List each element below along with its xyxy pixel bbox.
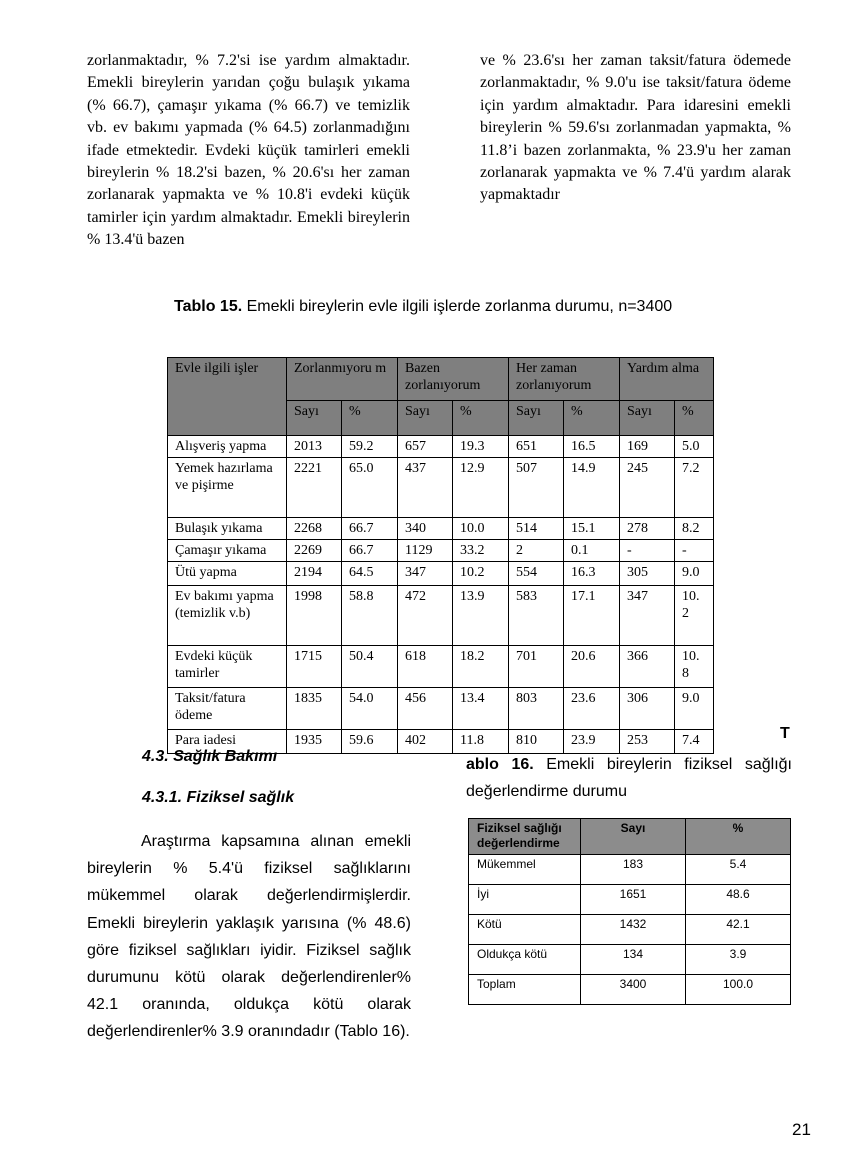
table15-cell: 437 <box>398 458 453 518</box>
table15-cell: 2268 <box>287 518 342 540</box>
table15-cell: 59.2 <box>342 436 398 458</box>
table15-cell: - <box>620 540 675 562</box>
table15-subheader: % <box>453 401 509 436</box>
table15 <box>167 357 714 754</box>
table15-row-label: Ütü yapma <box>168 562 287 586</box>
table15-cell: 554 <box>509 562 564 586</box>
table15-cell: 657 <box>398 436 453 458</box>
table15-row <box>168 540 714 562</box>
table16-header: Fiziksel sağlığı değerlendirme <box>469 819 581 855</box>
table16-cell: 100.0 <box>686 975 791 1005</box>
table15-subheader: Sayı <box>398 401 453 436</box>
table16-row-label: Kötü <box>469 915 581 945</box>
table16-cell: 1651 <box>581 885 686 915</box>
table15-cell: 514 <box>509 518 564 540</box>
table15-row-label: Çamaşır yıkama <box>168 540 287 562</box>
table15-subheader: % <box>564 401 620 436</box>
table16-row <box>469 855 791 885</box>
table15-cell: 1835 <box>287 688 342 730</box>
table16-caption-label: ablo 16. <box>466 756 534 773</box>
table15-cell: - <box>675 540 714 562</box>
table15-cell: 19.3 <box>453 436 509 458</box>
table16-row-label: Toplam <box>469 975 581 1005</box>
table15-cell: 58.8 <box>342 586 398 646</box>
health-paragraph-text: Araştırma kapsamına alınan emekli bireylerin % 5.4'ü fiziksel sağlıklarını mükemmel olarak değerlendirmişlerdir. Emekli bireylerin yaklaşık yarısına (% 48.6) göre fiziksel sağlıkları iyidir. Fiziksel sağlık durumunu kötü olarak değerlendirenler% 42.1 oranında, oldukça kötü olarak değerlendirenler% 3.9 oranındadır (Tablo 16). <box>87 833 411 1041</box>
table16-row <box>469 975 791 1005</box>
table15-cell: 651 <box>509 436 564 458</box>
table15-header-row <box>168 358 714 401</box>
table15-caption <box>174 298 672 316</box>
left-column-paragraph: zorlanmaktadır, % 7.2'si ise yardım almaktadır. Emekli bireylerin yarıdan çoğu bulaşık yıkama (% 66.7), çamaşır yıkama (% 66.7) ve temizlik vb. ev bakımı yapmada (% 64.5) zorlanmadığını ifade etmektedir. Evdeki küçük tamirleri emekli bireylerin % 18.2'si bazen, % 20.6'sı her zaman zorlanarak yapmakta ve % 10.8'i evdeki küçük tamirler için yardım almaktadır. Emekli bireylerin % 13.4'ü bazen <box>87 52 410 249</box>
table15-cell: 18.2 <box>453 646 509 688</box>
table15-cell: 10. 2 <box>675 586 714 646</box>
table15-cell: 1935 <box>287 730 342 754</box>
table15-row <box>168 646 714 688</box>
table15-cell: 1715 <box>287 646 342 688</box>
table16-cell: 5.4 <box>686 855 791 885</box>
table15-cell: 0.1 <box>564 540 620 562</box>
table15-cell: 2269 <box>287 540 342 562</box>
table15-cell: 66.7 <box>342 540 398 562</box>
table15-row-label: Para iadesi <box>168 730 287 754</box>
section-heading-4-3: 4.3. Sağlık Bakımı <box>142 748 278 765</box>
table16-caption-initial: T <box>780 725 790 742</box>
table16-caption <box>466 751 792 805</box>
table15-cell: 66.7 <box>342 518 398 540</box>
table15-row-label: Ev bakımı yapma (temizlik v.b) <box>168 586 287 646</box>
table15-row-label: Evdeki küçük tamirler <box>168 646 287 688</box>
table15-cell: 2 <box>509 540 564 562</box>
table15-cell: 402 <box>398 730 453 754</box>
table15-cell: 2013 <box>287 436 342 458</box>
table15-cell: 9.0 <box>675 562 714 586</box>
table16 <box>468 818 791 1005</box>
table16-row-label: İyi <box>469 885 581 915</box>
table15-row-label: Yemek hazırlama ve pişirme <box>168 458 287 518</box>
table15-cell: 54.0 <box>342 688 398 730</box>
table15-cell: 10. 8 <box>675 646 714 688</box>
table15-cell: 583 <box>509 586 564 646</box>
table15-cell: 16.3 <box>564 562 620 586</box>
table15-caption-text: Emekli bireylerin evle ilgili işlerde zorlanma durumu, n=3400 <box>242 298 673 315</box>
table16-cell: 1432 <box>581 915 686 945</box>
table16-row <box>469 915 791 945</box>
table15-cell: 347 <box>398 562 453 586</box>
table16-caption-text: Emekli bireylerin fiziksel sağlığı değerlendirme durumu <box>466 756 793 800</box>
table15-cell: 278 <box>620 518 675 540</box>
table15-cell: 169 <box>620 436 675 458</box>
table15-cell: 8.2 <box>675 518 714 540</box>
table15-cell: 305 <box>620 562 675 586</box>
table15-cell: 5.0 <box>675 436 714 458</box>
table15-cell: 2221 <box>287 458 342 518</box>
table15-cell: 59.6 <box>342 730 398 754</box>
table15-header-group: Yardım alma <box>620 358 714 401</box>
table15-cell: 306 <box>620 688 675 730</box>
table15-cell: 245 <box>620 458 675 518</box>
table15-row <box>168 562 714 586</box>
table15-cell: 9.0 <box>675 688 714 730</box>
table15-cell: 13.4 <box>453 688 509 730</box>
table16-body <box>469 855 791 1005</box>
table15-subheader: Sayı <box>620 401 675 436</box>
table15-row <box>168 586 714 646</box>
table15-cell: 340 <box>398 518 453 540</box>
table16-cell: 48.6 <box>686 885 791 915</box>
table15-cell: 16.5 <box>564 436 620 458</box>
table15-row-label: Taksit/fatura ödeme <box>168 688 287 730</box>
table15-cell: 1998 <box>287 586 342 646</box>
table15-cell: 456 <box>398 688 453 730</box>
table16-row <box>469 885 791 915</box>
page-number: 21 <box>792 1120 811 1139</box>
table15-cell: 23.6 <box>564 688 620 730</box>
table15-cell: 507 <box>509 458 564 518</box>
table16-cell: 42.1 <box>686 915 791 945</box>
table15-header-tasks: Evle ilgili işler <box>168 358 287 436</box>
table15-cell: 50.4 <box>342 646 398 688</box>
table15-cell: 10.0 <box>453 518 509 540</box>
table15-caption-label: Tablo 15. <box>174 298 243 315</box>
table15-cell: 810 <box>509 730 564 754</box>
table15-cell: 65.0 <box>342 458 398 518</box>
table15-header-group: Zorlanmıyoru m <box>287 358 398 401</box>
health-paragraph <box>87 828 411 1046</box>
right-column-paragraph: ve % 23.6'sı her zaman taksit/fatura ödemede zorlanmaktadır, % 9.0'u ise taksit/fatura ödeme için yardım almaktadır. Para idaresini emekli bireylerin % 59.6'sı zorlanmadan yapmakta, % 11.8’i bazen zorlanmakta, % 23.9'u her zaman zorlanarak yapmakta ve % 7.4'ü yardım alarak yapmaktadır <box>480 52 791 204</box>
table15-cell: 7.2 <box>675 458 714 518</box>
table16-cell: 134 <box>581 945 686 975</box>
table15-subheader: Sayı <box>287 401 342 436</box>
table15-cell: 64.5 <box>342 562 398 586</box>
table15-row-label: Bulaşık yıkama <box>168 518 287 540</box>
table15-cell: 1129 <box>398 540 453 562</box>
table15-cell: 2194 <box>287 562 342 586</box>
table15-header-group: Her zaman zorlanıyorum <box>509 358 620 401</box>
table15-cell: 23.9 <box>564 730 620 754</box>
table15-cell: 253 <box>620 730 675 754</box>
table16-cell: 3.9 <box>686 945 791 975</box>
table15-cell: 803 <box>509 688 564 730</box>
table15-subheader: % <box>342 401 398 436</box>
table16-cell: 183 <box>581 855 686 885</box>
table15-cell: 366 <box>620 646 675 688</box>
table15-row <box>168 436 714 458</box>
table15-cell: 10.2 <box>453 562 509 586</box>
table16-header: Sayı <box>581 819 686 855</box>
table15-cell: 14.9 <box>564 458 620 518</box>
table15-cell: 12.9 <box>453 458 509 518</box>
table15-cell: 7.4 <box>675 730 714 754</box>
table15-subheader: Sayı <box>509 401 564 436</box>
table15-cell: 618 <box>398 646 453 688</box>
table15-cell: 472 <box>398 586 453 646</box>
table16-row <box>469 945 791 975</box>
table16-row-label: Oldukça kötü <box>469 945 581 975</box>
table15-subheader: % <box>675 401 714 436</box>
table15-body <box>168 436 714 754</box>
table16-row-label: Mükemmel <box>469 855 581 885</box>
table15-cell: 13.9 <box>453 586 509 646</box>
table15-cell: 33.2 <box>453 540 509 562</box>
table15-cell: 15.1 <box>564 518 620 540</box>
table16-header-row <box>469 819 791 855</box>
table16-header: % <box>686 819 791 855</box>
table15-cell: 20.6 <box>564 646 620 688</box>
table16-cell: 3400 <box>581 975 686 1005</box>
table15-cell: 347 <box>620 586 675 646</box>
table15-cell: 701 <box>509 646 564 688</box>
table15-row <box>168 688 714 730</box>
table15-row <box>168 518 714 540</box>
table15-row-label: Alışveriş yapma <box>168 436 287 458</box>
table15-header-group: Bazen zorlanıyorum <box>398 358 509 401</box>
section-heading-4-3-1: 4.3.1. Fiziksel sağlık <box>142 789 295 806</box>
table15-row <box>168 458 714 518</box>
table15-cell: 11.8 <box>453 730 509 754</box>
table15-cell: 17.1 <box>564 586 620 646</box>
